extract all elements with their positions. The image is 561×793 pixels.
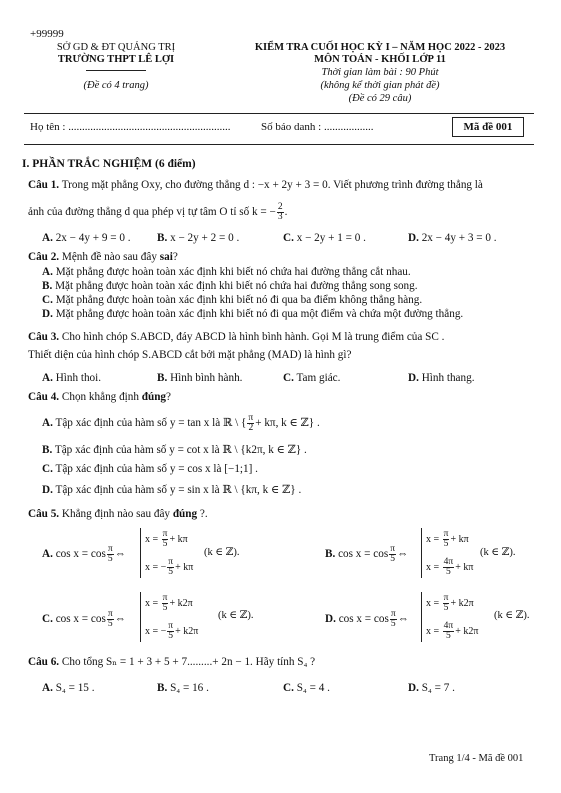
question-label: Câu 1. xyxy=(28,179,60,191)
system-brace xyxy=(421,528,422,578)
question-4: Câu 4. Chọn khẳng định đúng? xyxy=(28,391,171,403)
kz-label: (k ∈ ℤ). xyxy=(480,547,516,558)
q5-option-a[interactable]: A. cos x = cos $\frac{\pi}{5}$ ⇔ xyxy=(42,544,126,564)
q1-option-a[interactable]: A. 2x − 4y + 9 = 0 . xyxy=(42,232,131,244)
q6-option-b[interactable]: B. S₄ = 16 . xyxy=(157,682,209,694)
header-underline xyxy=(86,70,146,71)
system-row: x = $\frac{\pi}{5}$ + k2π xyxy=(145,593,193,613)
dept-name: SỞ GD & ĐT QUẢNG TRỊ xyxy=(56,42,176,53)
school-name: TRƯỜNG THPT LÊ LỢI xyxy=(57,54,175,65)
system-brace xyxy=(140,528,141,578)
q1-option-d[interactable]: D. 2x − 4y + 3 = 0 . xyxy=(408,232,497,244)
question-6: Câu 6. Cho tổng Sₙ = 1 + 3 + 5 + 7.........+ 2n − 1. Hãy tính S₄ ? xyxy=(28,656,316,668)
page-footer: Trang 1/4 - Mã đề 001 xyxy=(429,753,524,764)
question-3-line2: Thiết diện của hình chóp S.ABCD cắt bởi mặt phẳng (MAD) là hình gì? xyxy=(28,349,352,361)
q2-option-a[interactable]: A. Mặt phẳng được hoàn toàn xác định khi biết nó chứa hai đường thẳng cắt nhau. xyxy=(42,266,411,278)
fraction: $\frac{\pi}{2}$ xyxy=(248,413,254,433)
q1-option-b[interactable]: B. x − 2y + 2 = 0 . xyxy=(157,232,240,244)
system-row: x = $\frac{\pi}{5}$ + kπ xyxy=(426,529,469,549)
exam-code-top: +99999 xyxy=(30,28,64,40)
q3-option-c[interactable]: C. Tam giác. xyxy=(283,372,341,384)
question-1 xyxy=(28,179,483,191)
question-5: Câu 5. Khẳng định nào sau đây đúng ?. xyxy=(28,508,208,520)
page-count: (Đề có 4 trang) xyxy=(83,80,149,91)
q2-option-b[interactable]: B. Mặt phẳng được hoàn toàn xác định khi biết nó chứa hai đường thẳng song song. xyxy=(42,280,418,292)
q4-option-b[interactable]: B. Tập xác định của hàm số y = cot x là ℝ \ {k2π, k ∈ ℤ} . xyxy=(42,444,307,456)
student-name-field[interactable]: Họ tên : ........................................................... xyxy=(30,121,231,133)
subject-title: MÔN TOÁN - KHỐI LỚP 11 xyxy=(314,54,446,65)
q3-option-b[interactable]: B. Hình bình hành. xyxy=(157,372,243,384)
q2-option-c[interactable]: C. Mặt phẳng được hoàn toàn xác định khi biết nó đi qua ba điểm không thẳng hàng. xyxy=(42,294,423,306)
section-title: I. PHẦN TRẮC NGHIỆM (6 điểm) xyxy=(22,158,196,170)
header-divider xyxy=(24,113,534,114)
system-row: x = $\frac{\pi}{5}$ + kπ xyxy=(145,529,188,549)
question-text: ảnh của đường thẳng d qua phép vị tự tâm O tỉ số k = − xyxy=(28,206,276,219)
system-brace xyxy=(140,592,141,642)
system-row: x = $\frac{4\pi}{5}$ + k2π xyxy=(426,621,479,641)
q3-option-d[interactable]: D. Hình thang. xyxy=(408,372,475,384)
system-row: x = $\frac{\pi}{5}$ + k2π xyxy=(426,593,474,613)
q6-option-d[interactable]: D. S₄ = 7 . xyxy=(408,682,455,694)
q4-option-d[interactable]: D. Tập xác định của hàm số y = sin x là ℝ \ {kπ, k ∈ ℤ} . xyxy=(42,484,302,496)
system-row: x = − $\frac{\pi}{5}$ + k2π xyxy=(145,621,199,641)
q2-option-d[interactable]: D. Mặt phẳng được hoàn toàn xác định khi biết nó đi qua một điểm và chứa một đường thẳng. xyxy=(42,308,464,320)
q4-option-c[interactable]: C. Tập xác định của hàm số y = cos x là [−1;1] . xyxy=(42,463,258,475)
exam-time: Thời gian làm bài : 90 Phút xyxy=(321,67,439,78)
exam-title: KIỂM TRA CUỐI HỌC KỲ I – NĂM HỌC 2022 - 2023 xyxy=(254,42,506,53)
question-2: Câu 2. Mệnh đề nào sau đây sai? xyxy=(28,251,178,263)
fraction: $\frac{2}{3}$ xyxy=(277,202,283,222)
q1-option-c[interactable]: C. x − 2y + 1 = 0 . xyxy=(283,232,366,244)
student-id-field[interactable]: Số báo danh : .................. xyxy=(261,121,374,133)
question-text: Trong mặt phẳng Oxy, cho đường thẳng d : −x + 2y + 3 = 0. Viết phương trình đường thẳng là xyxy=(61,179,483,191)
kz-label: (k ∈ ℤ). xyxy=(494,610,530,621)
q5-option-d[interactable]: D. cos x = cos $\frac{\pi}{5}$ ⇔ xyxy=(325,609,409,629)
q3-option-a[interactable]: A. Hình thoi. xyxy=(42,372,102,384)
q4-option-a[interactable]: A. Tập xác định của hàm số y = tan x là ℝ \ { $\frac{\pi}{2}$ + kπ, k ∈ ℤ} . xyxy=(42,413,320,433)
q6-option-a[interactable]: A. S₄ = 15 . xyxy=(42,682,95,694)
q5-option-b[interactable]: B. cos x = cos $\frac{\pi}{5}$ ⇔ xyxy=(325,544,409,564)
question-1-line2: ảnh của đường thẳng d qua phép vị tự tâm O tỉ số k = − $\frac{2}{3}$ . xyxy=(28,202,288,222)
question-count: (Đề có 29 câu) xyxy=(348,93,412,104)
system-row: x = − $\frac{\pi}{5}$ + kπ xyxy=(145,557,194,577)
system-brace xyxy=(421,592,422,642)
q6-option-c[interactable]: C. S₄ = 4 . xyxy=(283,682,330,694)
exam-code-box: Mã đề 001 xyxy=(452,117,524,137)
question-3: Câu 3. Cho hình chóp S.ABCD, đáy ABCD là hình bình hành. Gọi M là trung điểm của SC . xyxy=(28,331,445,343)
kz-label: (k ∈ ℤ). xyxy=(204,547,240,558)
kz-label: (k ∈ ℤ). xyxy=(218,610,254,621)
student-divider xyxy=(24,144,534,145)
exam-time-note: (không kể thời gian phát đề) xyxy=(320,80,440,91)
q5-option-c[interactable]: C. cos x = cos $\frac{\pi}{5}$ ⇔ xyxy=(42,609,126,629)
system-row: x = $\frac{4\pi}{5}$ + kπ xyxy=(426,557,474,577)
